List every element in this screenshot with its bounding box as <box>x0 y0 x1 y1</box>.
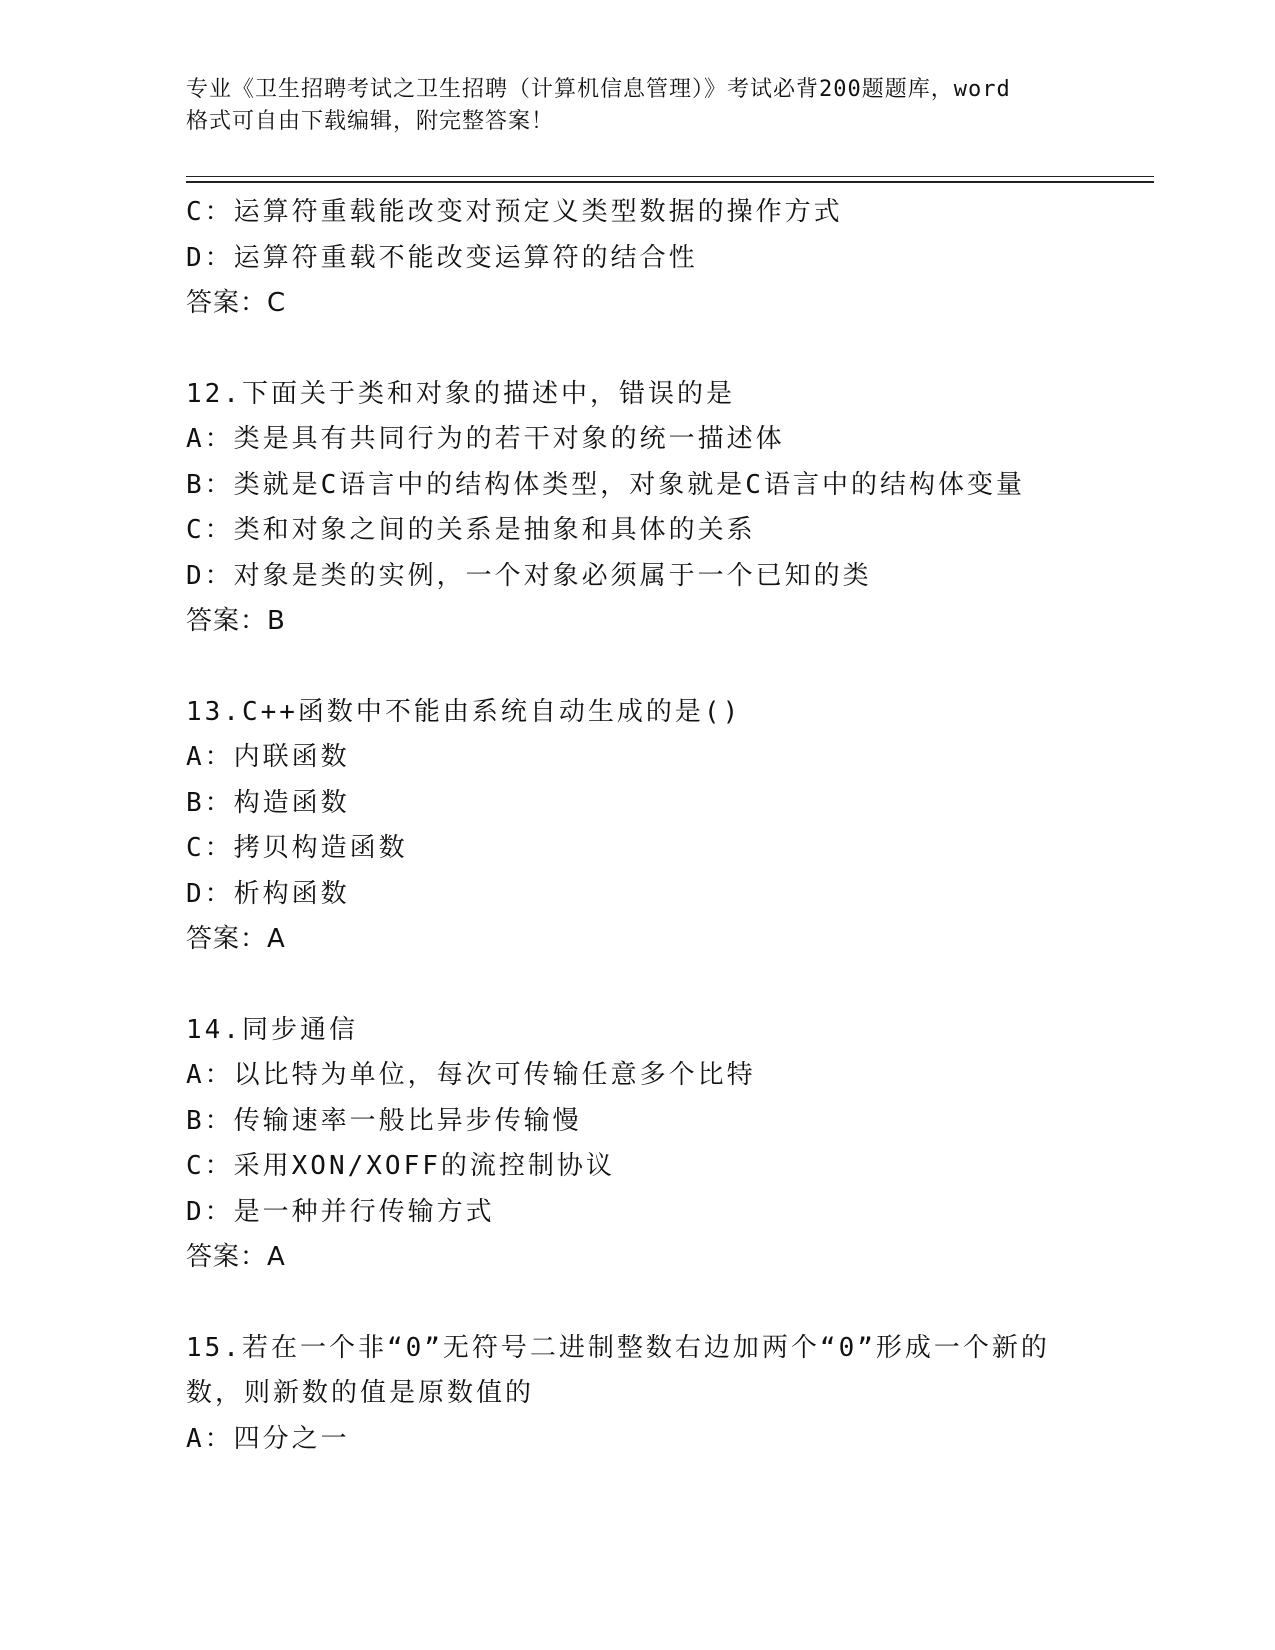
question-15 <box>186 1326 1086 1463</box>
question-13 <box>186 690 1086 963</box>
option-d: D：运算符重载不能改变运算符的结合性 <box>186 242 698 273</box>
answer: 答案：C <box>186 288 287 318</box>
question-12 <box>186 372 1086 645</box>
answer: 答案：A <box>186 1242 286 1272</box>
option-b: B：类就是C语言中的结构体类型，对象就是C语言中的结构体变量 <box>186 469 1025 500</box>
question-14 <box>186 1008 1086 1281</box>
header-divider-thin <box>186 176 1154 177</box>
option-b: B：构造函数 <box>186 787 350 818</box>
question-11-tail <box>186 190 1086 327</box>
header-line-1: 专业《卫生招聘考试之卫生招聘（计算机信息管理）》考试必背200题题库，word <box>186 77 1011 102</box>
answer: 答案：A <box>186 924 286 954</box>
option-c: C：拷贝构造函数 <box>186 833 408 863</box>
option-a: A：内联函数 <box>186 742 350 772</box>
question-stem: 14.同步通信 <box>186 1014 358 1045</box>
question-stem-line-2: 数，则新数的值是原数值的 <box>186 1378 535 1408</box>
option-c: C：类和对象之间的关系是抽象和具体的关系 <box>186 515 756 545</box>
option-a: A：四分之一 <box>186 1423 350 1454</box>
option-c: C：采用XON/XOFF的流控制协议 <box>186 1151 615 1181</box>
option-d: D：析构函数 <box>186 878 350 909</box>
question-stem: 12.下面关于类和对象的描述中，错误的是 <box>186 378 735 409</box>
option-d: D：对象是类的实例，一个对象必须属于一个已知的类 <box>186 560 872 591</box>
document-header <box>186 74 1086 138</box>
option-a: A：类是具有共同行为的若干对象的统一描述体 <box>186 424 785 454</box>
question-list <box>186 190 1086 1462</box>
option-b: B：传输速率一般比异步传输慢 <box>186 1105 582 1136</box>
option-a: A：以比特为单位，每次可传输任意多个比特 <box>186 1060 756 1090</box>
answer: 答案：B <box>186 606 286 636</box>
option-d: D：是一种并行传输方式 <box>186 1196 495 1227</box>
option-c: C：运算符重载能改变对预定义类型数据的操作方式 <box>186 197 843 227</box>
header-line-2: 格式可自由下载编辑，附完整答案！ <box>186 109 555 134</box>
question-stem: 13.C++函数中不能由系统自动生成的是() <box>186 696 742 727</box>
header-divider-thick <box>186 181 1154 183</box>
question-stem-line-1: 15.若在一个非“0”无符号二进制整数右边加两个“0”形成一个新的 <box>186 1332 1050 1363</box>
